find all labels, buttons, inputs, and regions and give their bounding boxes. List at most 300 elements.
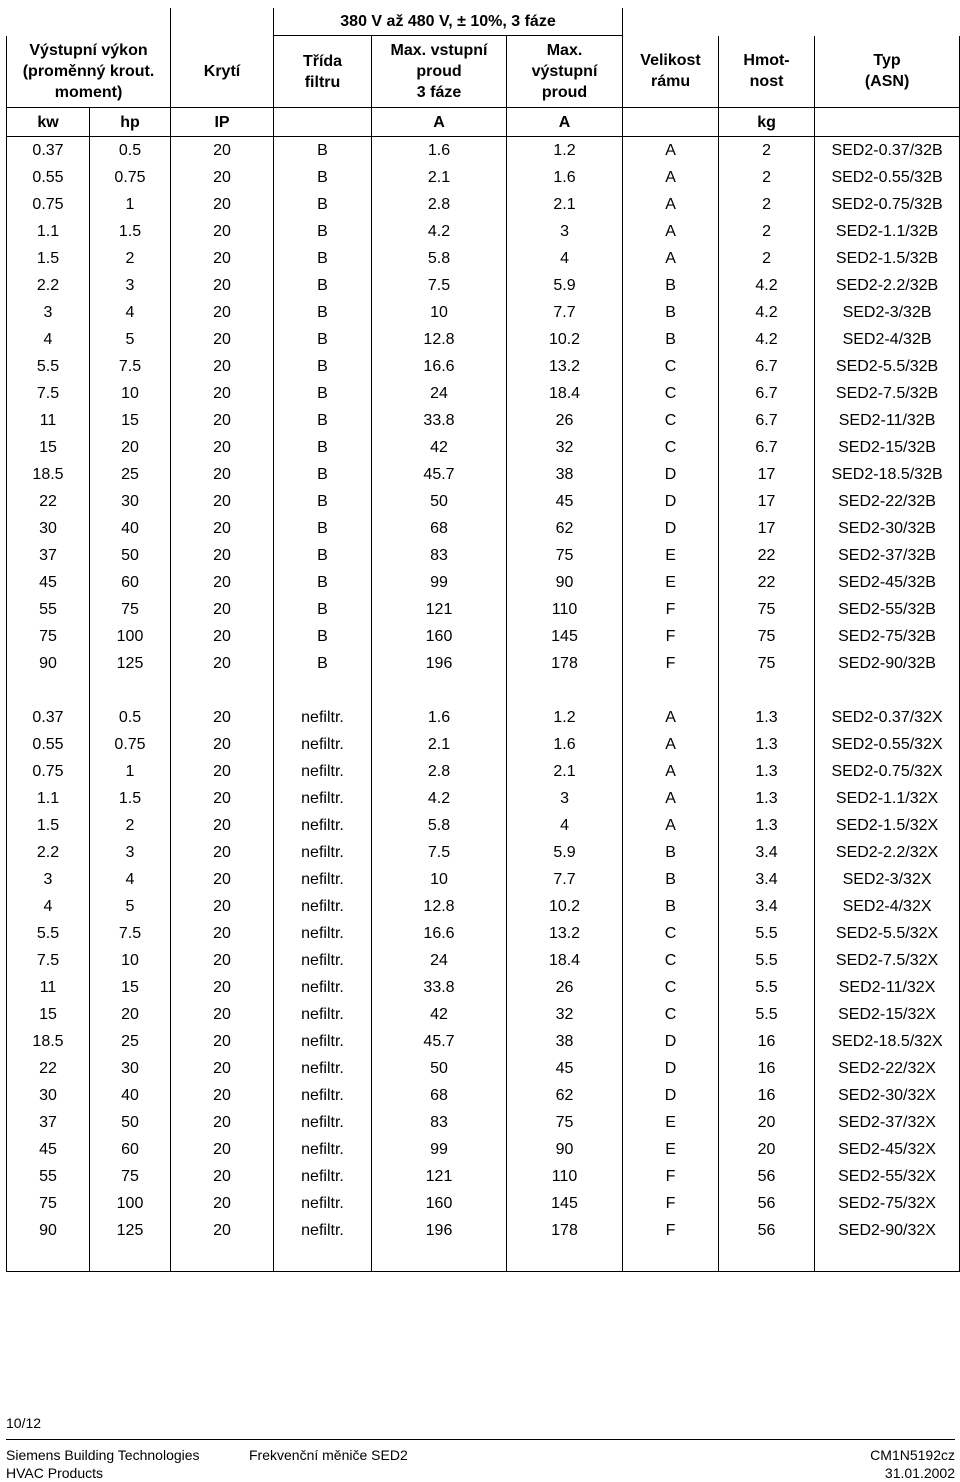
cell-type-code: SED2-15/32B (815, 434, 960, 461)
cell-power-kw: 90 (7, 1217, 90, 1244)
cell-input-current: 24 (372, 380, 507, 407)
cell-ip-rating: 20 (171, 218, 274, 245)
cell-frame-size: C (623, 407, 719, 434)
cell-power-kw: 45 (7, 1136, 90, 1163)
cell-output-current: 110 (507, 596, 623, 623)
spacer-cell (372, 1244, 507, 1272)
cell-power-hp: 5 (90, 893, 171, 920)
cell-frame-size: B (623, 272, 719, 299)
cell-type-code: SED2-0.37/32X (815, 704, 960, 731)
cell-input-current: 99 (372, 569, 507, 596)
spacer-cell (623, 1244, 719, 1272)
cell-ip-rating: 20 (171, 731, 274, 758)
cell-input-current: 33.8 (372, 407, 507, 434)
cell-input-current: 16.6 (372, 353, 507, 380)
cell-type-code: SED2-5.5/32B (815, 353, 960, 380)
cell-weight: 5.5 (719, 1001, 815, 1028)
header-filter-class: Třída filtru (274, 36, 372, 108)
cell-filter-class: B (274, 218, 372, 245)
cell-power-kw: 30 (7, 1082, 90, 1109)
table-body-unfiltered (7, 704, 960, 1244)
section-spacer-end (7, 1244, 960, 1272)
cell-input-current: 68 (372, 1082, 507, 1109)
cell-power-kw: 5.5 (7, 353, 90, 380)
table-row (7, 920, 960, 947)
cell-power-hp: 7.5 (90, 353, 171, 380)
spacer-cell (815, 1244, 960, 1272)
cell-type-code: SED2-22/32X (815, 1055, 960, 1082)
cell-ip-rating: 20 (171, 893, 274, 920)
cell-power-kw: 0.75 (7, 758, 90, 785)
cell-output-current: 38 (507, 461, 623, 488)
table-row (7, 380, 960, 407)
cell-ip-rating: 20 (171, 299, 274, 326)
cell-power-kw: 22 (7, 1055, 90, 1082)
cell-type-code: SED2-4/32X (815, 893, 960, 920)
cell-power-kw: 15 (7, 1001, 90, 1028)
cell-output-current: 32 (507, 1001, 623, 1028)
cell-type-code: SED2-11/32B (815, 407, 960, 434)
cell-power-kw: 75 (7, 1190, 90, 1217)
cell-output-current: 7.7 (507, 299, 623, 326)
cell-type-code: SED2-90/32B (815, 650, 960, 677)
cell-output-current: 13.2 (507, 920, 623, 947)
cell-input-current: 160 (372, 1190, 507, 1217)
table-row (7, 1001, 960, 1028)
header-output-power: Výstupní výkon (proměnný krout. moment) (7, 36, 171, 108)
cell-power-hp: 2 (90, 245, 171, 272)
table-row (7, 407, 960, 434)
cell-power-hp: 20 (90, 434, 171, 461)
cell-type-code: SED2-0.55/32B (815, 164, 960, 191)
cell-output-current: 1.6 (507, 731, 623, 758)
cell-power-hp: 10 (90, 947, 171, 974)
cell-output-current: 4 (507, 812, 623, 839)
cell-power-kw: 4 (7, 893, 90, 920)
cell-weight: 1.3 (719, 704, 815, 731)
table-row (7, 137, 960, 165)
cell-ip-rating: 20 (171, 812, 274, 839)
cell-frame-size: A (623, 812, 719, 839)
cell-filter-class: B (274, 623, 372, 650)
cell-power-hp: 1 (90, 758, 171, 785)
cell-weight: 20 (719, 1109, 815, 1136)
cell-type-code: SED2-45/32X (815, 1136, 960, 1163)
cell-power-hp: 15 (90, 974, 171, 1001)
cell-weight: 16 (719, 1055, 815, 1082)
cell-output-current: 2.1 (507, 191, 623, 218)
table-row (7, 704, 960, 731)
cell-filter-class: B (274, 380, 372, 407)
cell-input-current: 121 (372, 596, 507, 623)
page-number: 10/12 (6, 1415, 42, 1431)
cell-output-current: 26 (507, 974, 623, 1001)
cell-power-kw: 90 (7, 650, 90, 677)
cell-input-current: 33.8 (372, 974, 507, 1001)
cell-ip-rating: 20 (171, 272, 274, 299)
spacer-cell (171, 677, 274, 704)
cell-ip-rating: 20 (171, 758, 274, 785)
cell-input-current: 196 (372, 650, 507, 677)
table-row (7, 974, 960, 1001)
table-row (7, 758, 960, 785)
cell-power-kw: 0.55 (7, 731, 90, 758)
cell-type-code: SED2-30/32B (815, 515, 960, 542)
cell-frame-size: C (623, 920, 719, 947)
cell-weight: 75 (719, 650, 815, 677)
cell-filter-class: nefiltr. (274, 1082, 372, 1109)
cell-power-hp: 0.75 (90, 731, 171, 758)
cell-ip-rating: 20 (171, 461, 274, 488)
cell-input-current: 160 (372, 623, 507, 650)
cell-frame-size: E (623, 542, 719, 569)
cell-input-current: 68 (372, 515, 507, 542)
cell-weight: 56 (719, 1190, 815, 1217)
cell-type-code: SED2-55/32X (815, 1163, 960, 1190)
cell-filter-class: B (274, 488, 372, 515)
header-weight: Hmot- nost (719, 36, 815, 108)
cell-weight: 75 (719, 623, 815, 650)
cell-power-kw: 37 (7, 542, 90, 569)
cell-input-current: 2.1 (372, 731, 507, 758)
cell-filter-class: B (274, 461, 372, 488)
cell-input-current: 42 (372, 434, 507, 461)
cell-output-current: 145 (507, 623, 623, 650)
cell-frame-size: D (623, 515, 719, 542)
cell-power-hp: 4 (90, 866, 171, 893)
table-row (7, 245, 960, 272)
cell-input-current: 45.7 (372, 461, 507, 488)
cell-frame-size: C (623, 974, 719, 1001)
cell-frame-size: B (623, 299, 719, 326)
cell-frame-size: F (623, 1190, 719, 1217)
cell-frame-size: B (623, 839, 719, 866)
table-row (7, 164, 960, 191)
unit-kw: kw (7, 108, 90, 137)
cell-filter-class: B (274, 407, 372, 434)
table-row (7, 866, 960, 893)
cell-power-hp: 75 (90, 1163, 171, 1190)
cell-type-code: SED2-37/32B (815, 542, 960, 569)
cell-input-current: 196 (372, 1217, 507, 1244)
cell-filter-class: B (274, 191, 372, 218)
cell-power-hp: 125 (90, 650, 171, 677)
cell-power-hp: 25 (90, 1028, 171, 1055)
cell-output-current: 1.6 (507, 164, 623, 191)
cell-power-kw: 5.5 (7, 920, 90, 947)
cell-power-hp: 40 (90, 1082, 171, 1109)
cell-power-kw: 37 (7, 1109, 90, 1136)
cell-weight: 6.7 (719, 353, 815, 380)
cell-power-hp: 50 (90, 1109, 171, 1136)
cell-filter-class: nefiltr. (274, 893, 372, 920)
cell-frame-size: E (623, 1109, 719, 1136)
cell-type-code: SED2-0.75/32X (815, 758, 960, 785)
cell-ip-rating: 20 (171, 596, 274, 623)
table-row (7, 1028, 960, 1055)
cell-filter-class: nefiltr. (274, 1136, 372, 1163)
cell-input-current: 7.5 (372, 839, 507, 866)
blank-cell (7, 8, 171, 36)
cell-filter-class: nefiltr. (274, 1001, 372, 1028)
cell-power-hp: 40 (90, 515, 171, 542)
cell-type-code: SED2-1.5/32B (815, 245, 960, 272)
footer-title: Frekvenční měniče SED2 (249, 1447, 408, 1463)
cell-ip-rating: 20 (171, 1055, 274, 1082)
cell-frame-size: D (623, 1082, 719, 1109)
cell-ip-rating: 20 (171, 947, 274, 974)
cell-filter-class: B (274, 326, 372, 353)
cell-weight: 20 (719, 1136, 815, 1163)
cell-ip-rating: 20 (171, 488, 274, 515)
unit-input-a: A (372, 108, 507, 137)
cell-frame-size: D (623, 1028, 719, 1055)
cell-input-current: 121 (372, 1163, 507, 1190)
cell-ip-rating: 20 (171, 1217, 274, 1244)
cell-power-hp: 4 (90, 299, 171, 326)
unit-type (815, 108, 960, 137)
table-row (7, 569, 960, 596)
cell-weight: 1.3 (719, 731, 815, 758)
header-max-output-current: Max. výstupní proud (507, 36, 623, 108)
cell-input-current: 42 (372, 1001, 507, 1028)
cell-power-hp: 60 (90, 1136, 171, 1163)
cell-power-hp: 0.5 (90, 704, 171, 731)
cell-type-code: SED2-90/32X (815, 1217, 960, 1244)
cell-power-hp: 25 (90, 461, 171, 488)
cell-filter-class: nefiltr. (274, 866, 372, 893)
cell-power-hp: 1 (90, 191, 171, 218)
cell-power-hp: 60 (90, 569, 171, 596)
cell-weight: 5.5 (719, 947, 815, 974)
cell-ip-rating: 20 (171, 650, 274, 677)
spacer-cell (7, 677, 90, 704)
table-row (7, 1190, 960, 1217)
cell-frame-size: F (623, 596, 719, 623)
spacer-cell (372, 677, 507, 704)
cell-weight: 3.4 (719, 839, 815, 866)
cell-power-hp: 3 (90, 272, 171, 299)
cell-filter-class: nefiltr. (274, 731, 372, 758)
cell-power-kw: 1.5 (7, 812, 90, 839)
cell-filter-class: B (274, 353, 372, 380)
cell-frame-size: A (623, 758, 719, 785)
cell-output-current: 5.9 (507, 272, 623, 299)
cell-frame-size: C (623, 1001, 719, 1028)
cell-power-hp: 10 (90, 380, 171, 407)
cell-type-code: SED2-0.55/32X (815, 731, 960, 758)
cell-filter-class: B (274, 542, 372, 569)
cell-type-code: SED2-7.5/32X (815, 947, 960, 974)
cell-weight: 4.2 (719, 272, 815, 299)
unit-hp: hp (90, 108, 171, 137)
cell-ip-rating: 20 (171, 245, 274, 272)
cell-filter-class: nefiltr. (274, 1190, 372, 1217)
cell-output-current: 26 (507, 407, 623, 434)
table-row (7, 785, 960, 812)
cell-type-code: SED2-0.75/32B (815, 191, 960, 218)
cell-filter-class: B (274, 245, 372, 272)
cell-power-kw: 2.2 (7, 272, 90, 299)
header-type: Typ (ASN) (815, 36, 960, 108)
cell-output-current: 10.2 (507, 893, 623, 920)
cell-type-code: SED2-30/32X (815, 1082, 960, 1109)
cell-frame-size: A (623, 704, 719, 731)
cell-filter-class: nefiltr. (274, 1163, 372, 1190)
cell-type-code: SED2-2.2/32X (815, 839, 960, 866)
table-row (7, 542, 960, 569)
cell-type-code: SED2-45/32B (815, 569, 960, 596)
cell-output-current: 45 (507, 1055, 623, 1082)
cell-power-kw: 55 (7, 596, 90, 623)
cell-input-current: 2.8 (372, 758, 507, 785)
cell-power-kw: 0.37 (7, 704, 90, 731)
cell-input-current: 2.8 (372, 191, 507, 218)
cell-filter-class: B (274, 272, 372, 299)
cell-output-current: 110 (507, 1163, 623, 1190)
cell-type-code: SED2-3/32B (815, 299, 960, 326)
cell-output-current: 75 (507, 1109, 623, 1136)
cell-output-current: 62 (507, 515, 623, 542)
table-row (7, 839, 960, 866)
unit-kg: kg (719, 108, 815, 137)
table-row (7, 191, 960, 218)
cell-weight: 3.4 (719, 866, 815, 893)
cell-input-current: 7.5 (372, 272, 507, 299)
cell-weight: 1.3 (719, 812, 815, 839)
table-row (7, 272, 960, 299)
cell-frame-size: A (623, 164, 719, 191)
cell-output-current: 2.1 (507, 758, 623, 785)
cell-filter-class: B (274, 650, 372, 677)
cell-type-code: SED2-15/32X (815, 1001, 960, 1028)
cell-type-code: SED2-55/32B (815, 596, 960, 623)
cell-power-kw: 3 (7, 866, 90, 893)
cell-input-current: 12.8 (372, 326, 507, 353)
cell-ip-rating: 20 (171, 1190, 274, 1217)
table-row (7, 1055, 960, 1082)
footer-doc-id: CM1N5192cz (870, 1447, 955, 1463)
cell-power-kw: 0.75 (7, 191, 90, 218)
cell-power-kw: 4 (7, 326, 90, 353)
table-row (7, 326, 960, 353)
cell-ip-rating: 20 (171, 137, 274, 165)
cell-ip-rating: 20 (171, 1082, 274, 1109)
cell-output-current: 90 (507, 1136, 623, 1163)
cell-type-code: SED2-18.5/32B (815, 461, 960, 488)
cell-power-kw: 30 (7, 515, 90, 542)
table-row (7, 461, 960, 488)
section-spacer (7, 677, 960, 704)
cell-weight: 6.7 (719, 380, 815, 407)
cell-weight: 3.4 (719, 893, 815, 920)
cell-output-current: 90 (507, 569, 623, 596)
cell-type-code: SED2-1.1/32B (815, 218, 960, 245)
table-row (7, 893, 960, 920)
cell-weight: 2 (719, 137, 815, 165)
cell-power-hp: 50 (90, 542, 171, 569)
cell-ip-rating: 20 (171, 434, 274, 461)
cell-filter-class: B (274, 434, 372, 461)
cell-type-code: SED2-1.5/32X (815, 812, 960, 839)
cell-weight: 4.2 (719, 326, 815, 353)
unit-ip: IP (171, 108, 274, 137)
blank-cell (171, 8, 274, 36)
cell-frame-size: B (623, 893, 719, 920)
spacer-cell (719, 1244, 815, 1272)
table-row (7, 596, 960, 623)
cell-weight: 22 (719, 542, 815, 569)
cell-input-current: 99 (372, 1136, 507, 1163)
cell-power-hp: 0.75 (90, 164, 171, 191)
table-row (7, 515, 960, 542)
cell-power-hp: 3 (90, 839, 171, 866)
cell-ip-rating: 20 (171, 1109, 274, 1136)
cell-frame-size: C (623, 434, 719, 461)
spacer-cell (90, 677, 171, 704)
cell-power-hp: 15 (90, 407, 171, 434)
cell-input-current: 50 (372, 1055, 507, 1082)
table-row (7, 731, 960, 758)
footer-company: Siemens Building Technologies (6, 1447, 200, 1463)
cell-frame-size: F (623, 650, 719, 677)
cell-input-current: 83 (372, 542, 507, 569)
voltage-heading: 380 V až 480 V, ± 10%, 3 fáze (274, 8, 623, 36)
cell-type-code: SED2-11/32X (815, 974, 960, 1001)
table-row (7, 353, 960, 380)
cell-input-current: 5.8 (372, 245, 507, 272)
cell-input-current: 4.2 (372, 785, 507, 812)
header-max-input-current: Max. vstupní proud 3 fáze (372, 36, 507, 108)
cell-type-code: SED2-22/32B (815, 488, 960, 515)
footer-rule (6, 1439, 955, 1440)
cell-frame-size: F (623, 623, 719, 650)
cell-output-current: 38 (507, 1028, 623, 1055)
cell-power-kw: 75 (7, 623, 90, 650)
cell-input-current: 83 (372, 1109, 507, 1136)
cell-power-hp: 20 (90, 1001, 171, 1028)
cell-filter-class: nefiltr. (274, 947, 372, 974)
cell-frame-size: F (623, 1163, 719, 1190)
blank-cell (623, 8, 960, 36)
cell-output-current: 3 (507, 218, 623, 245)
cell-filter-class: nefiltr. (274, 974, 372, 1001)
cell-ip-rating: 20 (171, 191, 274, 218)
cell-filter-class: nefiltr. (274, 1028, 372, 1055)
cell-ip-rating: 20 (171, 623, 274, 650)
cell-power-kw: 0.37 (7, 137, 90, 165)
cell-weight: 75 (719, 596, 815, 623)
cell-ip-rating: 20 (171, 569, 274, 596)
cell-weight: 6.7 (719, 407, 815, 434)
cell-frame-size: C (623, 380, 719, 407)
spacer-cell (274, 1244, 372, 1272)
cell-filter-class: nefiltr. (274, 1217, 372, 1244)
cell-output-current: 18.4 (507, 947, 623, 974)
cell-power-hp: 0.5 (90, 137, 171, 165)
cell-power-kw: 15 (7, 434, 90, 461)
cell-output-current: 5.9 (507, 839, 623, 866)
header-frame-size: Velikost rámu (623, 36, 719, 108)
table-row (7, 623, 960, 650)
cell-output-current: 13.2 (507, 353, 623, 380)
cell-weight: 2 (719, 218, 815, 245)
cell-ip-rating: 20 (171, 515, 274, 542)
cell-type-code: SED2-5.5/32X (815, 920, 960, 947)
cell-ip-rating: 20 (171, 353, 274, 380)
cell-ip-rating: 20 (171, 920, 274, 947)
table-row (7, 218, 960, 245)
